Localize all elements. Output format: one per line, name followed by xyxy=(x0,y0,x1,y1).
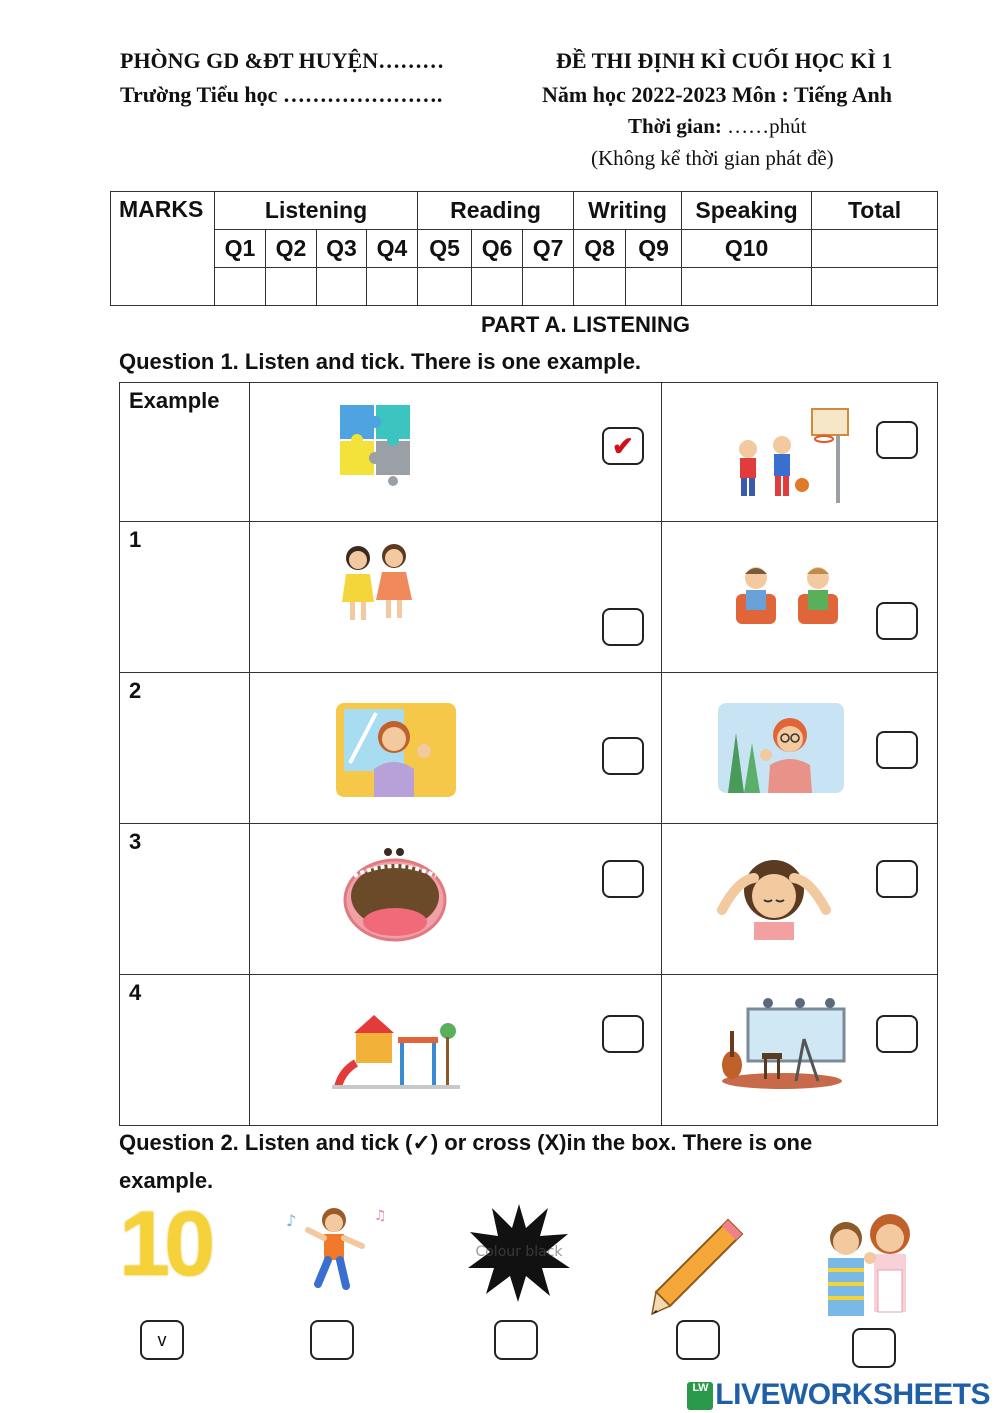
score-cell[interactable] xyxy=(574,268,626,306)
score-cell[interactable] xyxy=(367,268,418,306)
boy-waving-outdoors-icon xyxy=(718,703,844,793)
marks-table xyxy=(110,191,938,306)
row-label: Example xyxy=(129,388,220,413)
score-cell[interactable] xyxy=(682,268,812,306)
tick-mark: ✔ xyxy=(612,431,634,461)
exam-title: ĐỀ THI ĐỊNH KÌ CUỐI HỌC KÌ 1 xyxy=(556,48,893,73)
answer-box[interactable] xyxy=(852,1328,896,1368)
school-line: Trường Tiểu học …………………. xyxy=(120,82,443,107)
answer-checkbox[interactable] xyxy=(876,421,918,459)
score-cell[interactable] xyxy=(215,268,266,306)
exam-note: (Không kể thời gian phát đề) xyxy=(591,146,834,170)
open-mouth-icon xyxy=(342,846,448,944)
answer-checkbox[interactable] xyxy=(602,737,644,775)
number-ten-picture: 10 xyxy=(119,1193,210,1295)
q-header: Q3 xyxy=(317,230,367,268)
score-cell[interactable] xyxy=(812,268,938,306)
row-label: 2 xyxy=(129,678,142,703)
woman-at-window-icon xyxy=(336,703,456,797)
total-cell xyxy=(812,230,938,268)
q-header: Q9 xyxy=(626,230,682,268)
svg-text:♪: ♪ xyxy=(286,1211,297,1230)
part-a-heading: PART A. LISTENING xyxy=(481,312,690,337)
score-cell[interactable] xyxy=(418,268,472,306)
q-header: Q4 xyxy=(367,230,418,268)
time-line xyxy=(628,114,807,139)
skill-listening: Listening xyxy=(215,192,418,230)
pencil-icon xyxy=(648,1214,748,1318)
row-label: 4 xyxy=(129,980,142,1005)
logo-badge-icon: LW xyxy=(687,1382,713,1410)
answer-checkbox[interactable] xyxy=(602,860,644,898)
svg-text:♫: ♫ xyxy=(374,1208,387,1224)
row-label: 1 xyxy=(129,527,142,552)
question-2-title-line1: Question 2. Listen and tick (✓) or cross (X)in the box. There is one xyxy=(119,1130,813,1155)
q-header: Q5 xyxy=(418,230,472,268)
question-1-table xyxy=(119,382,938,1126)
basketball-boys-icon xyxy=(726,405,866,505)
marks-label: MARKS xyxy=(111,192,215,306)
table-row xyxy=(120,522,938,673)
answer-box[interactable] xyxy=(676,1320,720,1360)
girl-touching-hair-icon xyxy=(714,850,834,940)
q-header: Q10 xyxy=(682,230,812,268)
q-header: Q2 xyxy=(266,230,317,268)
answer-box[interactable] xyxy=(310,1320,354,1360)
two-girls-icon xyxy=(336,540,420,626)
answer-checkbox[interactable] xyxy=(876,731,918,769)
answer-checkbox[interactable] xyxy=(602,608,644,646)
q-header: Q8 xyxy=(574,230,626,268)
two-boys-talking-icon xyxy=(732,564,844,630)
department-heading: PHÒNG GD &ĐT HUYỆN……… xyxy=(120,48,445,73)
score-cell[interactable] xyxy=(626,268,682,306)
skill-speaking: Speaking xyxy=(682,192,812,230)
q-header: Q1 xyxy=(215,230,266,268)
question-2-title-line2: example. xyxy=(119,1168,214,1193)
playground-icon xyxy=(332,1011,460,1091)
score-cell[interactable] xyxy=(266,268,317,306)
time-label: Thời gian: xyxy=(628,114,722,138)
answer-checkbox[interactable] xyxy=(602,427,644,465)
skill-total: Total xyxy=(812,192,938,230)
year-subject: Năm học 2022-2023 Môn : Tiếng Anh xyxy=(542,82,893,107)
example-answer-box[interactable]: v xyxy=(140,1320,184,1360)
table-row xyxy=(120,383,938,522)
answer-checkbox[interactable] xyxy=(876,860,918,898)
music-room-icon xyxy=(718,995,854,1091)
answer-checkbox[interactable] xyxy=(602,1015,644,1053)
boy-and-girl-waving-icon xyxy=(816,1210,920,1320)
q-header: Q6 xyxy=(472,230,523,268)
q-header: Q7 xyxy=(523,230,574,268)
black-paint-splash-icon xyxy=(464,1198,574,1306)
logo-text: LIVEWORKSHEETS xyxy=(715,1378,990,1411)
answer-checkbox[interactable] xyxy=(876,1015,918,1053)
skill-writing: Writing xyxy=(574,192,682,230)
question-1-title: Question 1. Listen and tick. There is one example. xyxy=(119,349,642,374)
table-row xyxy=(120,824,938,975)
score-cell[interactable] xyxy=(317,268,367,306)
time-value: ……phút xyxy=(727,114,807,138)
splash-watermark: Colour black xyxy=(475,1244,563,1260)
table-row xyxy=(120,975,938,1126)
table-row xyxy=(120,673,938,824)
score-cell[interactable] xyxy=(523,268,574,306)
row-label: 3 xyxy=(129,829,142,854)
boy-dancing-icon xyxy=(282,1202,394,1300)
skill-reading: Reading xyxy=(418,192,574,230)
answer-checkbox[interactable] xyxy=(876,602,918,640)
score-cell[interactable] xyxy=(472,268,523,306)
jigsaw-puzzle-icon xyxy=(336,401,422,489)
liveworksheets-logo xyxy=(687,1378,990,1412)
answer-box[interactable] xyxy=(494,1320,538,1360)
